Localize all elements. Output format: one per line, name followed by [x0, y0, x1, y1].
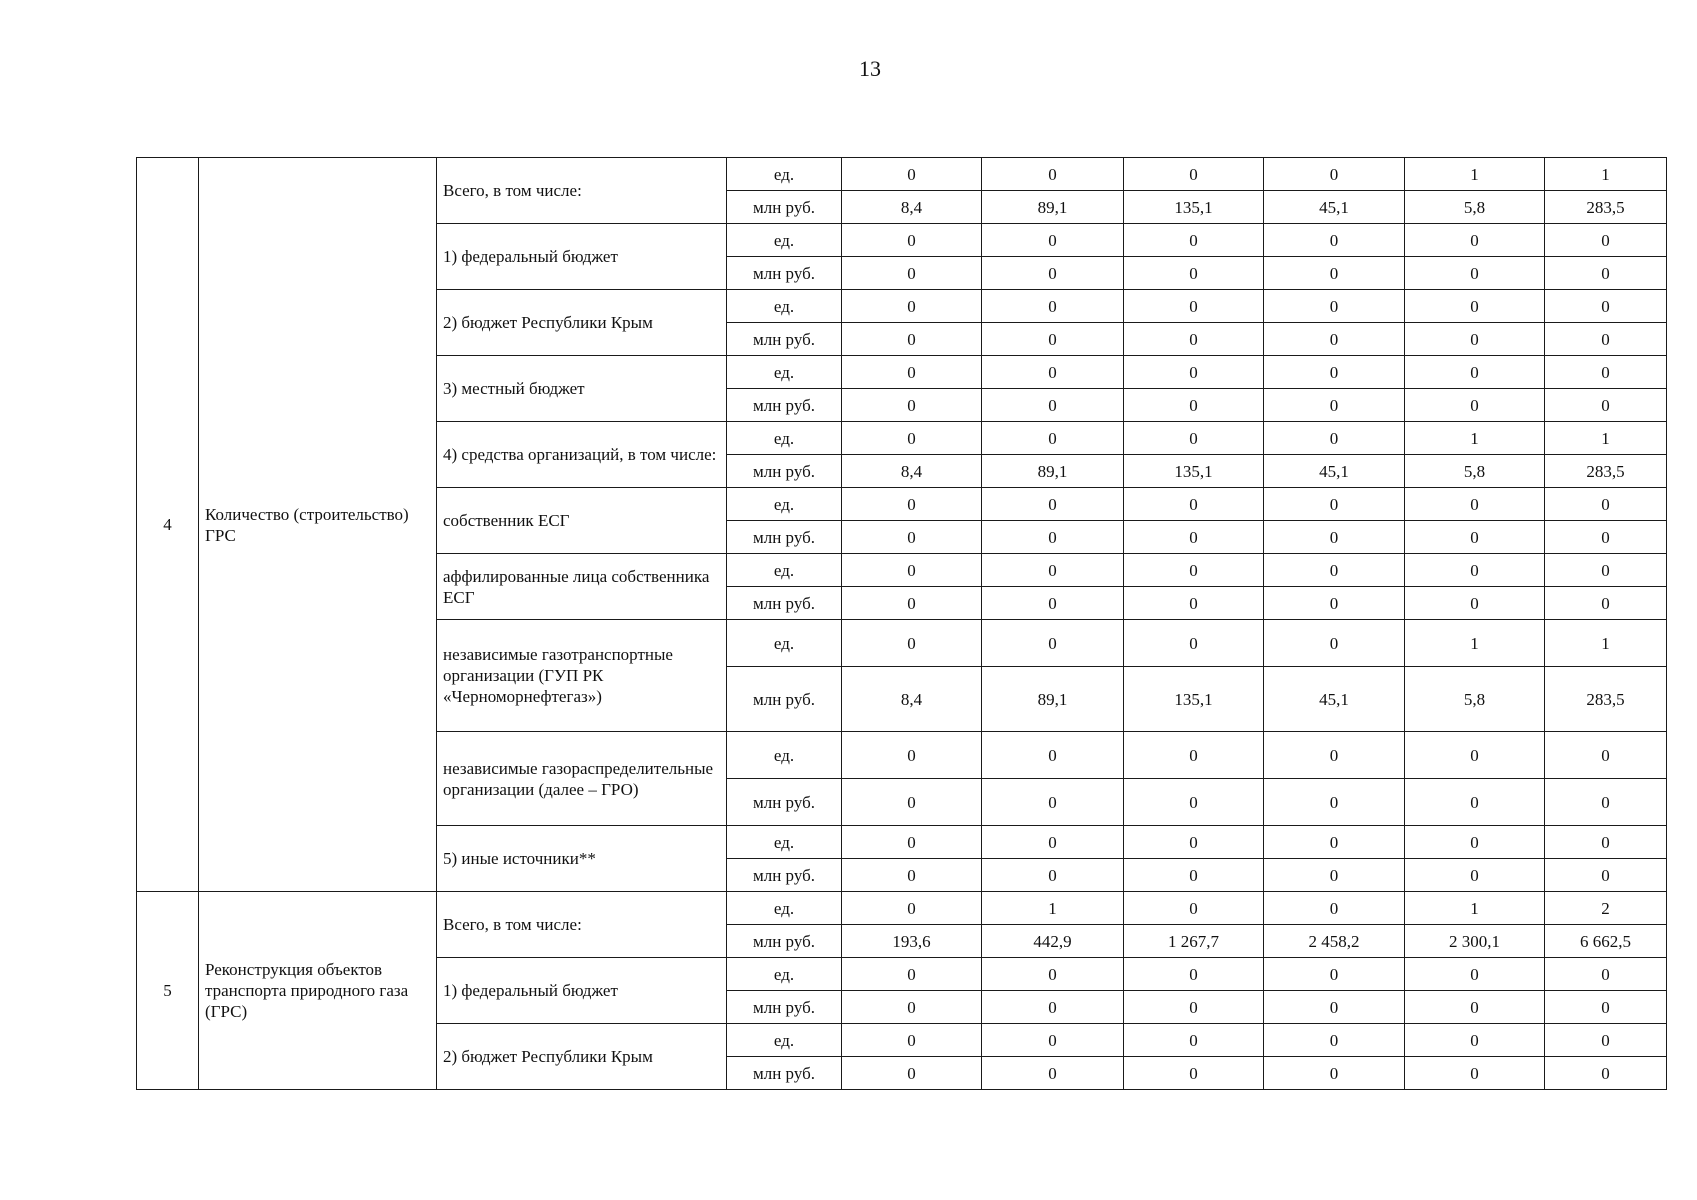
unit-cell: ед. — [727, 224, 842, 257]
value-cell: 0 — [1405, 1024, 1545, 1057]
unit-cell: млн руб. — [727, 667, 842, 732]
value-cell: 0 — [842, 356, 982, 389]
value-cell: 0 — [1264, 779, 1405, 826]
value-cell: 1 — [1545, 158, 1667, 191]
value-cell: 0 — [1124, 826, 1264, 859]
value-cell: 0 — [1264, 356, 1405, 389]
value-cell: 0 — [1124, 257, 1264, 290]
unit-cell: ед. — [727, 1024, 842, 1057]
value-cell: 0 — [1545, 356, 1667, 389]
value-cell: 89,1 — [982, 667, 1124, 732]
value-cell: 0 — [842, 587, 982, 620]
section-name: Количество (строительство) ГРС — [199, 158, 437, 892]
value-cell: 5,8 — [1405, 191, 1545, 224]
value-cell: 5,8 — [1405, 455, 1545, 488]
value-cell: 0 — [842, 892, 982, 925]
value-cell: 0 — [1264, 158, 1405, 191]
funding-source-label: Всего, в том числе: — [437, 892, 727, 958]
value-cell: 0 — [1545, 587, 1667, 620]
value-cell: 0 — [842, 422, 982, 455]
value-cell: 8,4 — [842, 667, 982, 732]
value-cell: 0 — [1545, 323, 1667, 356]
value-cell: 0 — [982, 826, 1124, 859]
funding-source-label: аффилированные лица собственника ЕСГ — [437, 554, 727, 620]
value-cell: 0 — [1264, 620, 1405, 667]
table-body — [137, 158, 1667, 1090]
value-cell: 0 — [982, 389, 1124, 422]
value-cell: 0 — [1264, 1024, 1405, 1057]
value-cell: 1 267,7 — [1124, 925, 1264, 958]
table-row — [137, 158, 1667, 191]
value-cell: 0 — [842, 991, 982, 1024]
value-cell: 0 — [1124, 290, 1264, 323]
value-cell: 0 — [842, 1057, 982, 1090]
value-cell: 0 — [1545, 779, 1667, 826]
value-cell: 0 — [1124, 620, 1264, 667]
value-cell: 0 — [1545, 257, 1667, 290]
value-cell: 0 — [842, 521, 982, 554]
value-cell: 0 — [1405, 554, 1545, 587]
value-cell: 1 — [1405, 422, 1545, 455]
value-cell: 0 — [1545, 1024, 1667, 1057]
value-cell: 0 — [842, 1024, 982, 1057]
value-cell: 0 — [1405, 323, 1545, 356]
value-cell: 0 — [1405, 257, 1545, 290]
value-cell: 0 — [1124, 356, 1264, 389]
value-cell: 0 — [1545, 389, 1667, 422]
value-cell: 0 — [1124, 521, 1264, 554]
value-cell: 0 — [982, 859, 1124, 892]
value-cell: 0 — [1545, 554, 1667, 587]
value-cell: 0 — [1124, 224, 1264, 257]
unit-cell: млн руб. — [727, 587, 842, 620]
unit-cell: млн руб. — [727, 389, 842, 422]
value-cell: 0 — [1264, 521, 1405, 554]
value-cell: 0 — [842, 732, 982, 779]
unit-cell: ед. — [727, 732, 842, 779]
value-cell: 0 — [1264, 892, 1405, 925]
unit-cell: млн руб. — [727, 1057, 842, 1090]
section-name: Реконструкция объектов транспорта природного газа (ГРС) — [199, 892, 437, 1090]
value-cell: 0 — [1264, 290, 1405, 323]
value-cell: 0 — [842, 224, 982, 257]
value-cell: 0 — [1545, 826, 1667, 859]
value-cell: 0 — [1545, 290, 1667, 323]
value-cell: 6 662,5 — [1545, 925, 1667, 958]
value-cell: 0 — [1124, 859, 1264, 892]
value-cell: 45,1 — [1264, 455, 1405, 488]
value-cell: 0 — [982, 779, 1124, 826]
value-cell: 0 — [1124, 991, 1264, 1024]
value-cell: 0 — [982, 554, 1124, 587]
value-cell: 0 — [842, 389, 982, 422]
unit-cell: млн руб. — [727, 779, 842, 826]
funding-source-label: 1) федеральный бюджет — [437, 224, 727, 290]
value-cell: 0 — [1545, 224, 1667, 257]
value-cell: 0 — [1264, 732, 1405, 779]
value-cell: 0 — [982, 290, 1124, 323]
value-cell: 0 — [1405, 826, 1545, 859]
unit-cell: ед. — [727, 958, 842, 991]
unit-cell: ед. — [727, 422, 842, 455]
value-cell: 1 — [1545, 620, 1667, 667]
section-number: 4 — [137, 158, 199, 892]
funding-source-label: Всего, в том числе: — [437, 158, 727, 224]
value-cell: 0 — [1264, 257, 1405, 290]
table-row — [137, 892, 1667, 925]
value-cell: 0 — [1405, 859, 1545, 892]
value-cell: 0 — [1545, 488, 1667, 521]
funding-source-label: собственник ЕСГ — [437, 488, 727, 554]
value-cell: 1 — [1545, 422, 1667, 455]
value-cell: 0 — [1124, 892, 1264, 925]
value-cell: 0 — [842, 488, 982, 521]
value-cell: 0 — [1545, 859, 1667, 892]
page-number: 13 — [859, 56, 881, 81]
value-cell: 0 — [842, 826, 982, 859]
value-cell: 0 — [982, 732, 1124, 779]
value-cell: 0 — [982, 958, 1124, 991]
unit-cell: млн руб. — [727, 925, 842, 958]
value-cell: 0 — [1124, 1024, 1264, 1057]
funding-source-label: 3) местный бюджет — [437, 356, 727, 422]
value-cell: 2 300,1 — [1405, 925, 1545, 958]
unit-cell: ед. — [727, 892, 842, 925]
value-cell: 2 458,2 — [1264, 925, 1405, 958]
value-cell: 0 — [982, 257, 1124, 290]
funding-source-label: 1) федеральный бюджет — [437, 958, 727, 1024]
value-cell: 1 — [982, 892, 1124, 925]
unit-cell: ед. — [727, 826, 842, 859]
value-cell: 0 — [1264, 323, 1405, 356]
value-cell: 0 — [1405, 488, 1545, 521]
value-cell: 0 — [1545, 1057, 1667, 1090]
value-cell: 0 — [842, 779, 982, 826]
unit-cell: млн руб. — [727, 859, 842, 892]
value-cell: 0 — [842, 554, 982, 587]
value-cell: 0 — [982, 323, 1124, 356]
funding-source-label: 5) иные источники** — [437, 826, 727, 892]
value-cell: 0 — [1124, 1057, 1264, 1090]
value-cell: 0 — [1264, 958, 1405, 991]
value-cell: 0 — [982, 488, 1124, 521]
value-cell: 135,1 — [1124, 667, 1264, 732]
unit-cell: млн руб. — [727, 991, 842, 1024]
value-cell: 0 — [1124, 158, 1264, 191]
value-cell: 0 — [1124, 958, 1264, 991]
value-cell: 193,6 — [842, 925, 982, 958]
value-cell: 8,4 — [842, 191, 982, 224]
value-cell: 0 — [982, 1024, 1124, 1057]
value-cell: 0 — [842, 958, 982, 991]
value-cell: 0 — [1405, 1057, 1545, 1090]
value-cell: 0 — [1124, 554, 1264, 587]
value-cell: 0 — [1545, 521, 1667, 554]
unit-cell: млн руб. — [727, 323, 842, 356]
unit-cell: ед. — [727, 158, 842, 191]
value-cell: 1 — [1405, 620, 1545, 667]
value-cell: 45,1 — [1264, 667, 1405, 732]
value-cell: 0 — [842, 620, 982, 667]
value-cell: 0 — [1405, 356, 1545, 389]
value-cell: 0 — [1405, 224, 1545, 257]
value-cell: 2 — [1545, 892, 1667, 925]
unit-cell: млн руб. — [727, 455, 842, 488]
value-cell: 0 — [1264, 826, 1405, 859]
value-cell: 0 — [1264, 389, 1405, 422]
unit-cell: ед. — [727, 290, 842, 323]
value-cell: 0 — [842, 323, 982, 356]
unit-cell: млн руб. — [727, 257, 842, 290]
value-cell: 0 — [1545, 732, 1667, 779]
value-cell: 283,5 — [1545, 455, 1667, 488]
unit-cell: ед. — [727, 356, 842, 389]
value-cell: 0 — [1124, 389, 1264, 422]
investment-table — [136, 157, 1667, 1090]
value-cell: 0 — [842, 859, 982, 892]
value-cell: 45,1 — [1264, 191, 1405, 224]
value-cell: 0 — [1545, 958, 1667, 991]
value-cell: 0 — [1264, 422, 1405, 455]
value-cell: 0 — [982, 158, 1124, 191]
value-cell: 0 — [1405, 389, 1545, 422]
value-cell: 0 — [1124, 422, 1264, 455]
value-cell: 89,1 — [982, 191, 1124, 224]
value-cell: 0 — [1264, 587, 1405, 620]
value-cell: 0 — [1405, 991, 1545, 1024]
funding-source-label: независимые газотранспортные организации (ГУП РК «Черноморнефтегаз») — [437, 620, 727, 732]
value-cell: 1 — [1405, 892, 1545, 925]
value-cell: 0 — [982, 587, 1124, 620]
value-cell: 0 — [1264, 554, 1405, 587]
unit-cell: ед. — [727, 488, 842, 521]
value-cell: 0 — [1405, 587, 1545, 620]
value-cell: 0 — [982, 224, 1124, 257]
value-cell: 0 — [1264, 1057, 1405, 1090]
value-cell: 0 — [842, 257, 982, 290]
funding-source-label: 2) бюджет Республики Крым — [437, 290, 727, 356]
funding-source-label: независимые газораспределительные организации (далее – ГРО) — [437, 732, 727, 826]
value-cell: 0 — [982, 991, 1124, 1024]
value-cell: 135,1 — [1124, 191, 1264, 224]
value-cell: 0 — [1405, 290, 1545, 323]
funding-source-label: 2) бюджет Республики Крым — [437, 1024, 727, 1090]
value-cell: 0 — [1124, 488, 1264, 521]
value-cell: 1 — [1405, 158, 1545, 191]
value-cell: 0 — [1264, 859, 1405, 892]
value-cell: 283,5 — [1545, 667, 1667, 732]
value-cell: 0 — [1405, 958, 1545, 991]
value-cell: 283,5 — [1545, 191, 1667, 224]
unit-cell: ед. — [727, 554, 842, 587]
value-cell: 0 — [1545, 991, 1667, 1024]
value-cell: 0 — [982, 1057, 1124, 1090]
value-cell: 0 — [842, 158, 982, 191]
value-cell: 0 — [1264, 488, 1405, 521]
value-cell: 0 — [982, 620, 1124, 667]
value-cell: 0 — [982, 422, 1124, 455]
value-cell: 89,1 — [982, 455, 1124, 488]
funding-source-label: 4) средства организаций, в том числе: — [437, 422, 727, 488]
value-cell: 0 — [1124, 587, 1264, 620]
value-cell: 0 — [982, 356, 1124, 389]
value-cell: 0 — [1264, 224, 1405, 257]
section-number: 5 — [137, 892, 199, 1090]
value-cell: 0 — [1264, 991, 1405, 1024]
value-cell: 0 — [842, 290, 982, 323]
unit-cell: млн руб. — [727, 521, 842, 554]
unit-cell: ед. — [727, 620, 842, 667]
value-cell: 0 — [1405, 732, 1545, 779]
value-cell: 0 — [982, 521, 1124, 554]
value-cell: 442,9 — [982, 925, 1124, 958]
value-cell: 0 — [1124, 732, 1264, 779]
value-cell: 8,4 — [842, 455, 982, 488]
value-cell: 0 — [1124, 323, 1264, 356]
value-cell: 5,8 — [1405, 667, 1545, 732]
value-cell: 0 — [1405, 779, 1545, 826]
value-cell: 0 — [1405, 521, 1545, 554]
unit-cell: млн руб. — [727, 191, 842, 224]
value-cell: 0 — [1124, 779, 1264, 826]
value-cell: 135,1 — [1124, 455, 1264, 488]
